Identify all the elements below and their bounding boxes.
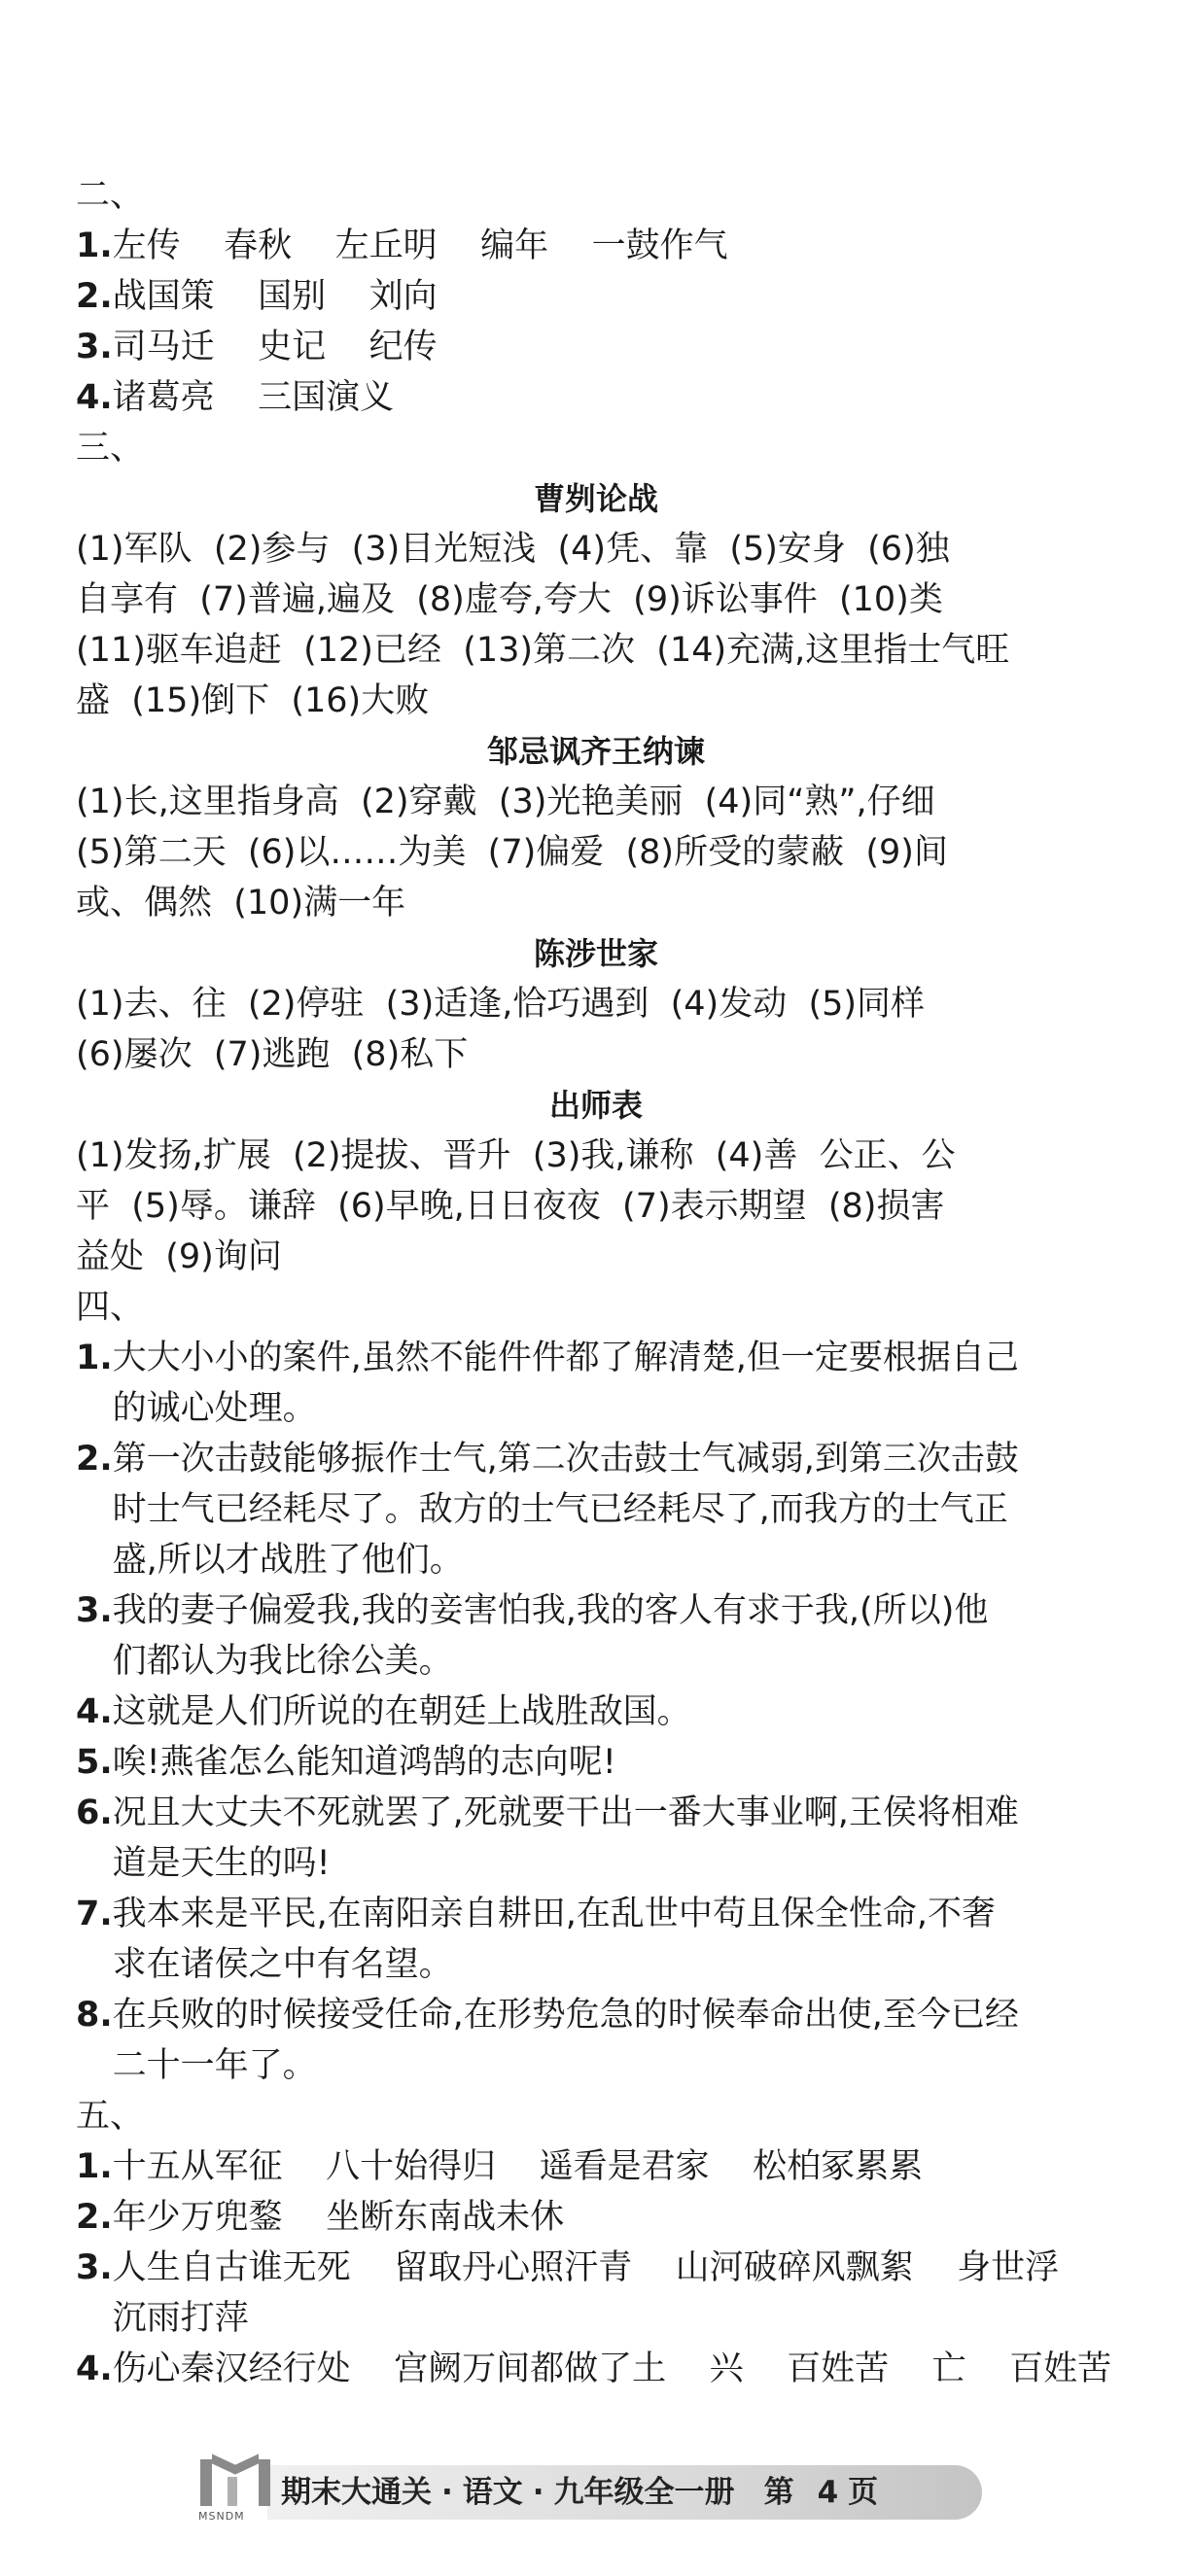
subtitle-cao-gui: 曹刿论战	[533, 480, 658, 517]
grade-label: 九年级全一册	[553, 2475, 735, 2510]
subtitle-chu-shi-biao: 出师表	[548, 1087, 643, 1124]
answer-line: (6)屡次 (7)逃跑 (8)私下	[76, 1035, 469, 1074]
answer-content	[76, 170, 1116, 2394]
page-footer	[190, 2457, 987, 2527]
section-2-item: 2. 战国策 国别 刘向	[76, 277, 438, 316]
answer-line: (1)去、往 (2)停驻 (3)适逢,恰巧遇到 (4)发动 (5)同样	[76, 985, 926, 1024]
answer-line: (11)驱车追赶 (12)已经 (13)第二次 (14)充满,这里指士气旺	[76, 631, 1010, 670]
section-4-item: 1. 大大小小的案件,虽然不能件件都了解清楚,但一定要根据自己 的诚心处理。	[76, 1339, 1019, 1428]
section-4-item: 4. 这就是人们所说的在朝廷上战胜敌国。	[76, 1692, 691, 1731]
section-5-item: 1. 十五从军征 八十始得归 遥看是君家 松柏冢累累	[76, 2147, 924, 2186]
section-4-item: 8. 在兵败的时候接受任命,在形势危急的时候奉命出使,至今已经 二十一年了。	[76, 1996, 1019, 2085]
section-4-item: 7. 我本来是平民,在南阳亲自耕田,在乱世中苟且保全性命,不奢 求在诸侯之中有名望。	[76, 1895, 997, 1984]
section-5-item: 2. 年少万兜鍪 坐断东南战未休	[76, 2198, 565, 2237]
subject-label: 语文	[462, 2475, 523, 2510]
section-2-item: 4. 诸葛亮 三国演义	[76, 378, 395, 417]
separator-dot: ·	[532, 2475, 544, 2510]
section-2-heading: 二、	[76, 176, 145, 215]
section-2-item: 3. 司马迁 史记 纪传	[76, 328, 438, 366]
page-suffix: 页	[848, 2475, 879, 2510]
section-2-item: 1. 左传 春秋 左丘明 编年 一鼓作气	[76, 226, 728, 265]
page-number: 4	[817, 2475, 839, 2510]
page-prefix: 第	[763, 2475, 794, 2510]
publisher-logo-icon	[194, 2452, 282, 2539]
section-4-item: 2. 第一次击鼓能够振作士气,第二次击鼓士气减弱,到第三次击鼓 时士气已经耗尽了。敌方的士气已经耗尽了,而我方的士气正 盛,所以才战胜了他们。	[76, 1440, 1019, 1580]
subtitle-zou-ji: 邹忌讽齐王纳谏	[486, 733, 705, 770]
answer-line: (5)第二天 (6)以……为美 (7)偏爱 (8)所受的蒙蔽 (9)间	[76, 833, 948, 872]
book-title: 期末大通关	[281, 2475, 432, 2510]
answer-line: 盛 (15)倒下 (16)大败	[76, 681, 430, 720]
answer-line: 益处 (9)询问	[76, 1237, 282, 1276]
footer-text	[281, 2469, 888, 2516]
answer-line: (1)长,这里指身高 (2)穿戴 (3)光艳美丽 (4)同“熟”,仔细	[76, 783, 935, 821]
answer-line: 或、偶然 (10)满一年	[76, 884, 406, 922]
section-5-item: 3. 人生自古谁无死 留取丹心照汗青 山河破碎风飘絮 身世浮 沉雨打萍	[76, 2248, 1060, 2338]
section-4-item: 5. 唉!燕雀怎么能知道鸿鹄的志向呢!	[76, 1743, 616, 1782]
section-4-heading: 四、	[76, 1288, 145, 1327]
section-4-item: 6. 况且大丈夫不死就罢了,死就要干出一番大事业啊,王侯将相难 道是天生的吗!	[76, 1793, 1019, 1883]
answer-line: 平 (5)辱。谦辞 (6)早晚,日日夜夜 (7)表示期望 (8)损害	[76, 1187, 945, 1226]
separator-dot: ·	[441, 2475, 453, 2510]
answer-line: (1)军队 (2)参与 (3)目光短浅 (4)凭、靠 (5)安身 (6)独	[76, 530, 950, 569]
answer-line: 自享有 (7)普遍,遍及 (8)虚夸,夸大 (9)诉讼事件 (10)类	[76, 580, 943, 619]
answer-line: (1)发扬,扩展 (2)提拔、晋升 (3)我,谦称 (4)善 公正、公	[76, 1136, 956, 1175]
section-4-item: 3. 我的妻子偏爱我,我的妾害怕我,我的客人有求于我,(所以)他 们都认为我比徐公美。	[76, 1591, 989, 1681]
logo-text: MSNDM	[198, 2510, 245, 2523]
section-5-heading: 五、	[76, 2097, 145, 2136]
section-3-heading: 三、	[76, 429, 145, 468]
subtitle-chen-she: 陈涉世家	[533, 935, 658, 972]
section-5-item: 4. 伤心秦汉经行处 宫阙万间都做了土 兴 百姓苦 亡 百姓苦	[76, 2350, 1112, 2388]
